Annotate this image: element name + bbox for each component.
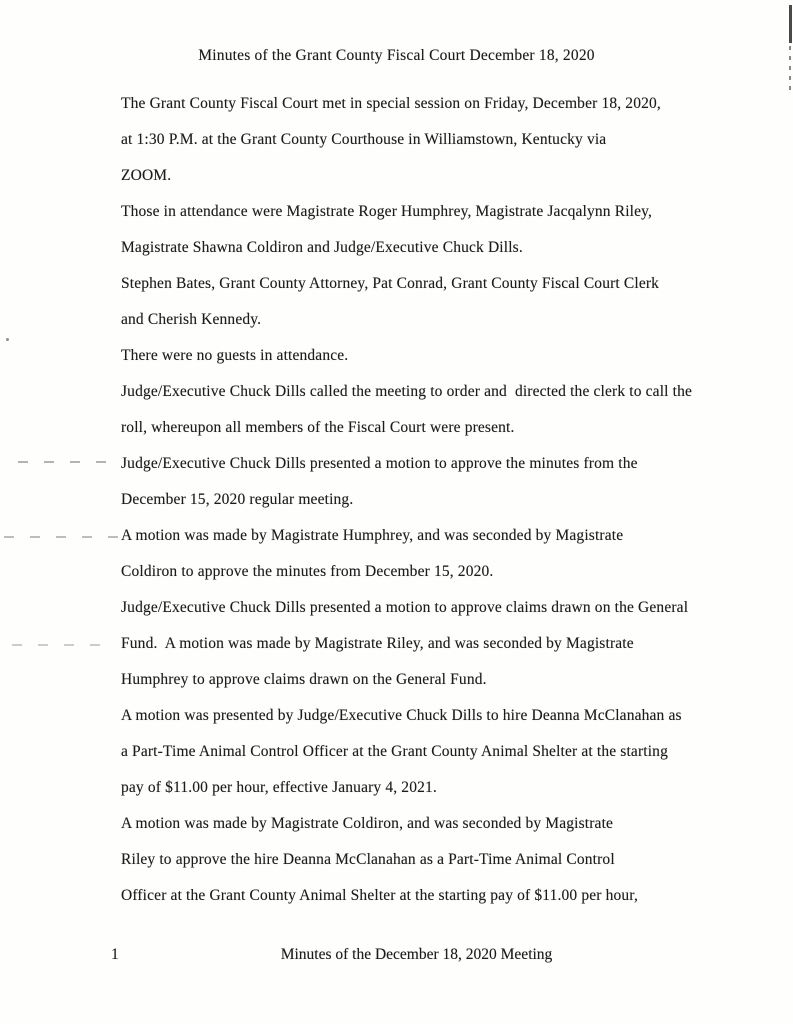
body-line: Stephen Bates, Grant County Attorney, Pat Conrad, Grant County Fiscal Court Clerk [121,275,660,292]
body-line: A motion was made by Magistrate Humphrey, and was seconded by Magistrate [121,527,624,544]
page-footer [0,946,793,964]
body-line: at 1:30 P.M. at the Grant County Courthouse in Williamstown, Kentucky via [121,131,607,148]
scan-artifact-speck [6,338,9,341]
body-line: Coldiron to approve the minutes from December 15, 2020. [121,563,494,580]
body-line: Those in attendance were Magistrate Roger Humphrey, Magistrate Jacqalynn Riley, [121,203,653,220]
scan-artifact-margin-dash [12,644,116,646]
body-line: and Cherish Kennedy. [121,311,262,328]
body-line: The Grant County Fiscal Court met in special session on Friday, December 18, 2020, [121,95,661,112]
body-line: Magistrate Shawna Coldiron and Judge/Executive Chuck Dills. [121,239,523,256]
body-line: Judge/Executive Chuck Dills called the meeting to order and directed the clerk to call the [121,383,693,400]
page-number: 1 [111,946,119,963]
body-line: Judge/Executive Chuck Dills presented a motion to approve the minutes from the [121,455,638,472]
body-line: A motion was made by Magistrate Coldiron, and was seconded by Magistrate [121,815,614,832]
body-line: roll, whereupon all members of the Fiscal Court were present. [121,419,515,436]
document-body [121,86,721,914]
scan-artifact-margin-dash [18,461,118,463]
body-line: A motion was presented by Judge/Executive Chuck Dills to hire Deanna McClanahan as [121,707,682,724]
body-line: Fund. A motion was made by Magistrate Riley, and was seconded by Magistrate [121,635,634,652]
footer-text: Minutes of the December 18, 2020 Meeting [280,946,553,963]
body-line: pay of $11.00 per hour, effective January 4, 2021. [121,779,437,796]
body-line: ZOOM. [121,167,172,184]
body-line: Judge/Executive Chuck Dills presented a motion to approve claims drawn on the General [121,599,689,616]
scan-artifact-right-edge-line [789,5,792,43]
body-line: Humphrey to approve claims drawn on the General Fund. [121,671,487,688]
body-line: a Part-Time Animal Control Officer at the Grant County Animal Shelter at the starting [121,743,668,760]
body-line: Riley to approve the hire Deanna McClanahan as a Part-Time Animal Control [121,851,615,868]
document-title: Minutes of the Grant County Fiscal Court December 18, 2020 [198,47,595,64]
body-line: December 15, 2020 regular meeting. [121,491,354,508]
scan-artifact-margin-dash [4,536,118,538]
body-line: There were no guests in attendance. [121,347,349,364]
body-line: Officer at the Grant County Animal Shelter at the starting pay of $11.00 per hour, [121,887,639,904]
